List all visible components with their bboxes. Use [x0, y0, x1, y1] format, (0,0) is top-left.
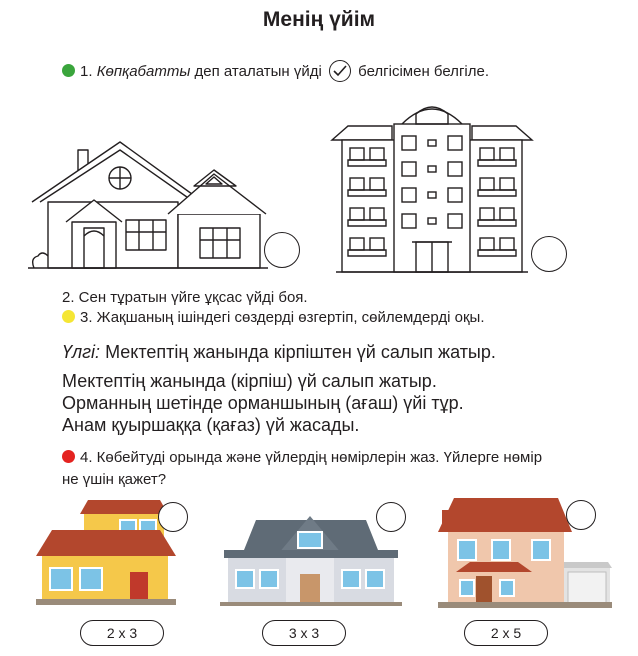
task-4 — [62, 448, 542, 468]
task-3 — [62, 308, 484, 328]
task-1-number: 1. — [80, 63, 93, 80]
sentence-1: Мектептің жанында (кірпіш) үй салып жатыр. — [62, 371, 437, 391]
sentence-3: Анам қуыршаққа (қағаз) үй жасады. — [62, 415, 360, 435]
answer-circle-2[interactable] — [531, 236, 567, 272]
task-1 — [62, 60, 489, 82]
sentence-2: Орманның шетінде орманшының (ағаш) үйі тұр. — [62, 393, 464, 413]
page-title: Менің үйім — [262, 8, 376, 31]
task-3-text: 3. Жақшаның ішіндегі сөздерді өзгертіп, сөйлемдерді оқы. — [80, 309, 485, 326]
example-text: Мектептің жанында кірпіштен үй салып жатыр. — [105, 342, 496, 362]
cottage-house-drawing — [28, 132, 268, 272]
yellow-dot-icon — [62, 310, 75, 323]
red-dot-icon — [62, 450, 75, 463]
task-2: 2. Сен тұратын үйге ұқсас үйді боя. — [62, 289, 308, 306]
green-dot-icon — [62, 64, 75, 77]
task-1-keyword: Көпқабатты — [96, 63, 191, 80]
apartment-building-drawing — [328, 96, 536, 274]
task-1-text-end: белгісімен белгіле. — [358, 63, 490, 80]
task-4-text-line2: не үшін қажет? — [62, 471, 167, 488]
checkmark-circle-icon — [329, 60, 351, 82]
task-4-text: 4. Көбейтуді орында және үйлердің нөмірлерін жаз. Үйлерге нөмір — [80, 449, 543, 466]
expression-2: 3 x 3 — [262, 620, 346, 646]
expression-3: 2 x 5 — [464, 620, 548, 646]
answer-circle-1[interactable] — [264, 232, 300, 268]
example-label: Үлгі: — [62, 342, 101, 362]
example-line — [62, 341, 496, 363]
expression-1: 2 x 3 — [80, 620, 164, 646]
answer-circle-4[interactable] — [376, 502, 406, 532]
answer-circle-5[interactable] — [566, 500, 596, 530]
task-1-text: деп аталатын үйді — [194, 63, 322, 80]
answer-circle-3[interactable] — [158, 502, 188, 532]
